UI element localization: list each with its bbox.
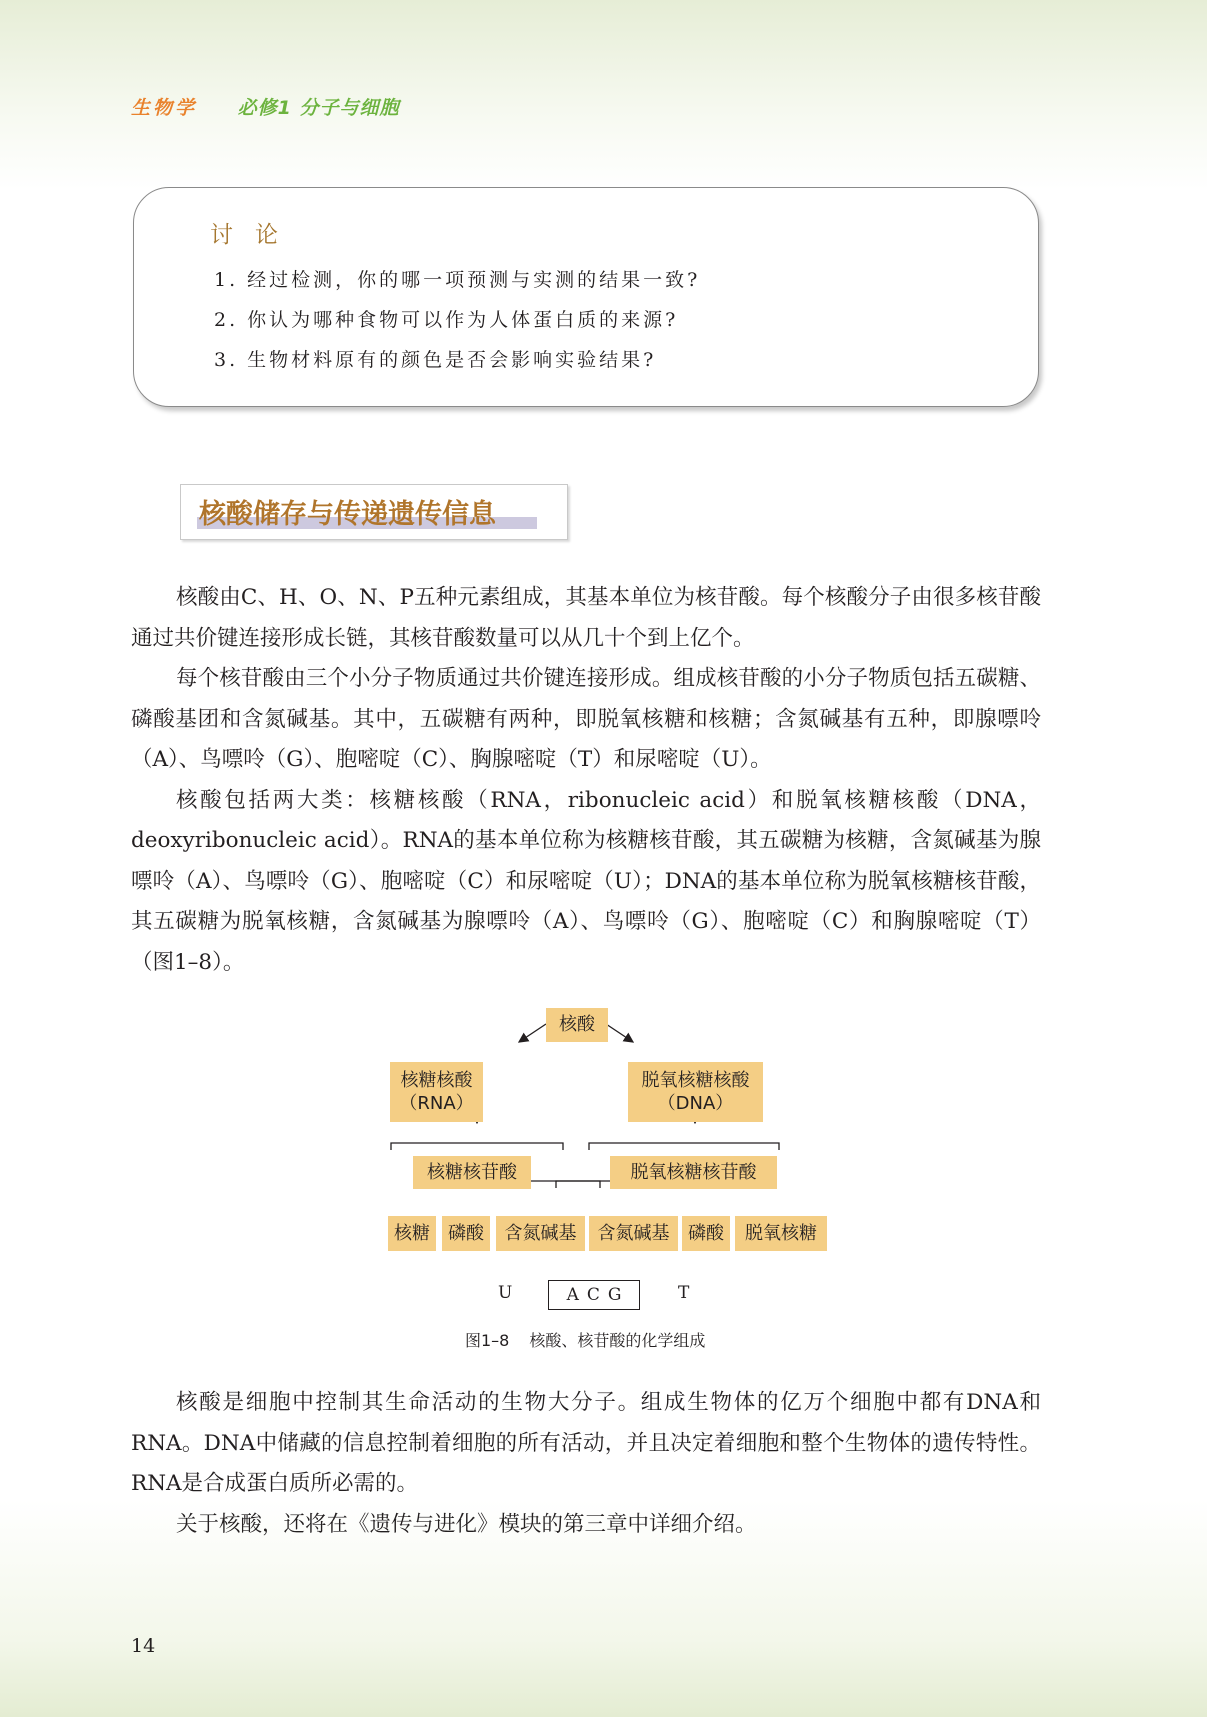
paragraph: 核酸是细胞中控制其生命活动的生物大分子。组成生物体的亿万个细胞中都有DNA和RNA。DNA中储藏的信息控制着细胞的所有活动，并且决定着细胞和整个生物体的遗传特性。RNA是合成蛋白质所必需的。: [131, 1390, 1041, 1496]
box-base-dna: 含氮碱基: [589, 1216, 678, 1251]
figure-title: 核酸、核苷酸的化学组成: [529, 1331, 706, 1350]
base-t: T: [678, 1283, 690, 1303]
running-header: [131, 93, 399, 120]
box-phosphate-rna: 磷酸: [442, 1216, 490, 1251]
section-title: 核酸储存与传递遗传信息: [199, 499, 496, 530]
box-rna: [390, 1062, 483, 1122]
base-u: U: [498, 1283, 513, 1303]
arrow-root-dna: [606, 1024, 633, 1042]
discussion-item: 2. 你认为哪种食物可以作为人体蛋白质的来源?: [214, 309, 679, 331]
box-ribose: 核糖: [388, 1216, 436, 1251]
nucleic-acid-diagram: [380, 1000, 840, 1305]
figure-number: 图1–8: [465, 1331, 510, 1350]
paragraph: 核酸包括两大类：核糖核酸（RNA，ribonucleic acid）和脱氧核糖核酸（DNA，deoxyribonucleic acid）。RNA的基本单位称为核糖核苷酸，其五碳糖为核糖，含氮碱基为腺嘌呤（A）、鸟嘌呤（G）、胞嘧啶（C）和尿嘧啶（U）；DNA的基本单位称为脱氧核糖核苷酸，其五碳糖为脱氧核糖，含氮碱基为腺嘌呤（A）、鸟嘌呤（G）、胞嘧啶（C）和胸腺嘧啶（T）（图1–8）。: [131, 787, 1041, 975]
discussion-title: 讨论: [210, 222, 300, 248]
bracket-dna-unit: [589, 1143, 779, 1150]
paragraph: 关于核酸，还将在《遗传与进化》模块的第三章中详细介绍。: [176, 1511, 757, 1537]
box-nucleic-acid: 核酸: [546, 1008, 608, 1042]
box-ribonucleotide: 核糖核苷酸: [413, 1156, 531, 1189]
box-base-rna: 含氮碱基: [496, 1216, 585, 1251]
arrow-root-rna: [519, 1024, 546, 1042]
body-text-bottom: [131, 1383, 1041, 1545]
header-module: 必修1 分子与细胞: [237, 97, 400, 119]
box-phosphate-dna: 磷酸: [682, 1216, 730, 1251]
box-deoxyribose: 脱氧核糖: [735, 1216, 827, 1251]
rna-abbr: （RNA）: [399, 1093, 474, 1114]
section-heading: [180, 484, 568, 540]
bracket-rna-bases: [519, 1181, 600, 1188]
discussion-box: [133, 187, 1039, 407]
box-dna: [628, 1062, 763, 1122]
paragraph: 核酸由C、H、O、N、P五种元素组成，其基本单位为核苷酸。每个核酸分子由很多核苷酸通过共价键连接形成长链，其核苷酸数量可以从几十个到上亿个。: [131, 585, 1041, 651]
figure-caption: [465, 1328, 705, 1351]
discussion-item: 3. 生物材料原有的颜色是否会影响实验结果?: [214, 349, 657, 371]
dna-name: 脱氧核糖核酸: [641, 1069, 750, 1091]
dna-abbr: （DNA）: [657, 1093, 734, 1114]
base-shared-acg: ACG: [548, 1280, 640, 1310]
discussion-list: [214, 260, 700, 380]
paragraph: 每个核苷酸由三个小分子物质通过共价键连接形成。组成核苷酸的小分子物质包括五碳糖、磷酸基团和含氮碱基。其中，五碳糖有两种，即脱氧核糖和核糖；含氮碱基有五种，即腺嘌呤（A）、鸟嘌呤（G）、胞嘧啶（C）、胸腺嘧啶（T）和尿嘧啶（U）。: [131, 666, 1041, 772]
rna-name: 核糖核酸: [400, 1069, 473, 1091]
page-number: 14: [131, 1635, 156, 1657]
discussion-item: 1. 经过检测，你的哪一项预测与实测的结果一致?: [214, 269, 701, 291]
header-subject: 生物学: [131, 97, 198, 119]
body-text-top: [131, 578, 1041, 983]
box-deoxyribonucleotide: 脱氧核糖核苷酸: [610, 1156, 777, 1189]
bracket-rna-unit: [391, 1143, 563, 1150]
